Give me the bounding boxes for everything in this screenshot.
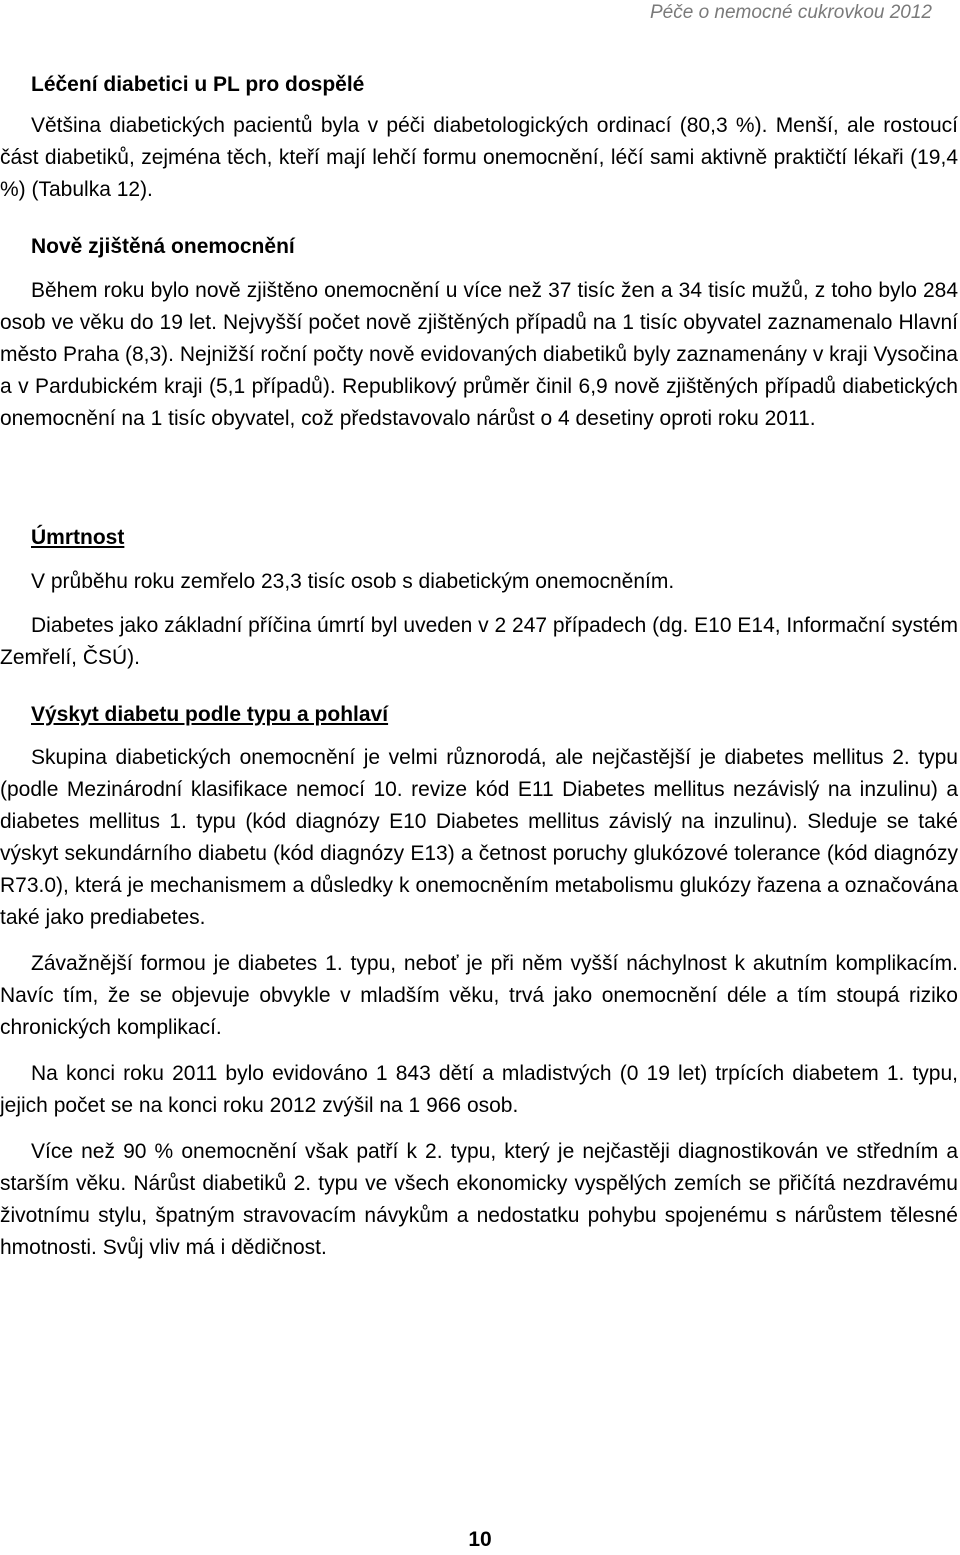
- paragraph: Během roku bylo nově zjištěno onemocnění u více než 37 tisíc žen a 34 tisíc mužů, z toho bylo 284 osob ve věku do 19 let. Nejvyšší počet nově zjištěných případů na 1 tisíc obyvatel zaznamenalo Hlavní město Praha (8,3). Nejnižší roční počty nově evidovaných diabetiků byly zaznamenány v kraji Vysočina a v Pardubickém kraji (5,1 případů). Republikový průměr činil 6,9 nově zjištěných případů diabetických onemocnění na 1 tisíc obyvatel, což představovalo nárůst o 4 desetiny oproti roku 2011.: [0, 279, 958, 430]
- paragraph: Více než 90 % onemocnění však patří k 2. typu, který je nejčastěji diagnostikován ve středním a starším věku. Nárůst diabetiků 2. typu ve všech ekonomicky vyspělých zemích se přičítá nezdravému životnímu stylu, špatným stravovacím návykům a nedostatku pohybu spojenému s nárůstem tělesné hmotnosti. Svůj vliv má i dědičnost.: [0, 1140, 958, 1259]
- paragraph: Na konci roku 2011 bylo evidováno 1 843 dětí a mladistvých (0 19 let) trpících diabetem 1. typu, jejich počet se na konci roku 2012 zvýšil na 1 966 osob.: [0, 1062, 958, 1117]
- running-header: Péče o nemocné cukrovkou 2012: [649, 2, 932, 23]
- paragraph: V průběhu roku zemřelo 23,3 tisíc osob s diabetickým onemocněním.: [31, 570, 675, 593]
- paragraph: Skupina diabetických onemocnění je velmi různorodá, ale nejčastější je diabetes mellitus 2. typu (podle Mezinárodní klasifikace nemocí 10. revize kód E11 Diabetes mellitus nezávislý na inzulinu) a diabetes mellitus 1. typu (kód diagnózy E10 Diabetes mellitus závislý na inzulinu). Sleduje se také výskyt sekundárního diabetu (kód diagnózy E13) a četnost poruchy glukózové tolerance (kód diagnózy R73.0), která je mechanismem a důsledky k onemocněním metabolismu glukózy řazena a označována také jako prediabetes.: [0, 746, 958, 929]
- section-diabetes-by-type: [0, 702, 958, 1264]
- paragraph: Většina diabetických pacientů byla v péči diabetologických ordinací (80,3 %). Menší, ale rostoucí část diabetiků, zejména těch, kteří mají lehčí formu onemocnění, léčí sami aktivně praktičtí lékaři (19,4 %) (Tabulka 12).: [0, 114, 958, 201]
- section-heading: Léčení diabetici u PL pro dospělé: [31, 73, 365, 96]
- section-heading: Nově zjištěná onemocnění: [31, 235, 295, 258]
- page-number: 10: [468, 1528, 492, 1551]
- paragraph: Závažnější formou je diabetes 1. typu, neboť je při něm vyšší náchylnost k akutním komplikacím. Navíc tím, že se objevuje obvykle v mladším věku, trvá jako onemocnění déle a tím stoupá riziko chronických komplikací.: [0, 952, 958, 1039]
- section-treated-by-gp: [0, 72, 958, 206]
- section-heading: Výskyt diabetu podle typu a pohlaví: [31, 703, 389, 726]
- section-new-cases: [0, 234, 958, 435]
- section-mortality: [0, 525, 958, 674]
- section-heading: Úmrtnost: [31, 526, 125, 549]
- paragraph: Diabetes jako základní příčina úmrtí byl uveden v 2 247 případech (dg. E10 E14, Informační systém Zemřelí, ČSÚ).: [0, 614, 958, 669]
